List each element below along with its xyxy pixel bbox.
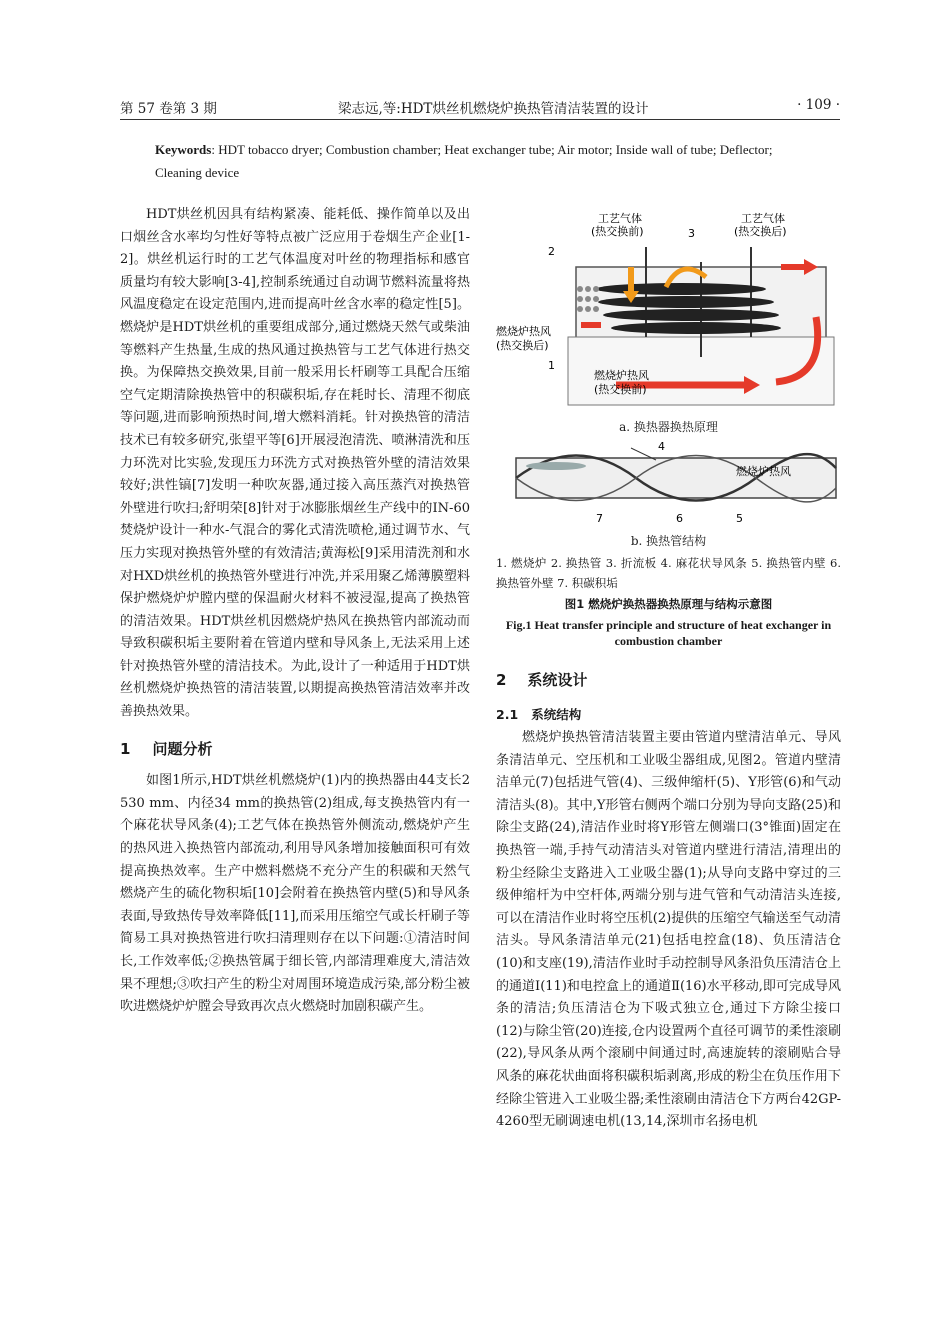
figure-title-en: Fig.1 Heat transfer principle and structure of heat exchanger in combustion chamber <box>505 618 832 648</box>
section-2-1-number: 2.1 <box>496 707 519 722</box>
section-2-heading <box>496 669 587 690</box>
label-hot-out: 燃烧炉热风 <box>496 325 551 338</box>
label-gas-out: 工艺气体 <box>741 212 785 225</box>
section-2-1-heading <box>496 705 581 723</box>
label-gas-out-sub: (热交换后) <box>734 225 787 238</box>
figure-legend: 1. 燃烧炉 2. 换热管 3. 折流板 4. 麻花状导风条 5. 换热管内壁 6. 换热管外壁 7. 积碳积垢 <box>496 556 841 590</box>
running-title: 梁志远,等:HDT烘丝机燃烧炉换热管清洁装置的设计 <box>338 101 649 117</box>
section-1-title: 问题分析 <box>152 739 213 758</box>
keywords <box>155 138 815 184</box>
label-gas-in: 工艺气体 <box>598 212 642 225</box>
tube-ends <box>577 286 599 312</box>
label-hot-in: 燃烧炉热风 <box>594 369 649 382</box>
section-2-1-paragraph: 燃烧炉换热管清洁装置主要由管道内壁清洁单元、导风条清洁单元、空压机和工业吸尘器组成,见图2。管道内壁清洁单元(7)包括进气管(4)、三级伸缩杆(5)、Y形管(6)和气动清洁头(8)。其中,Y形管右侧两个端口分别为导向支路(25)和除尘支路(24),清洁作业时将Y形管左侧端口(3°锥面)固定在换热管一端,手持气动清洁头对管道内壁进行清洁,清理出的粉尘经除尘支路进入工业吸尘器(1);从导向支路中穿过的三级伸缩杆为中空杆体,两端分别与进气管和气动清洁头连接,可以在清洁作业时将空压机(2)提供的压缩空气输送至气动清洁头。导风条清洁单元(21)包括电控盒(18)、负压清洁仓(10)和支座(19),清洁作业时手动控制导风条沿负压清洁仓上的通道Ⅰ(11)和电控盒上的通道Ⅱ(16)水平移动,即可完成导风条的清洁;负压清洁仓为下吸式独立仓,通过下方除尘接口(12)与除尘管(20)连接,仓内设置两个直径可调节的柔性滚刷(22),导风条从两个滚刷中间通过时,高速旋转的滚刷贴合导风条的麻花状曲面将积碳积垢剥离,形成的粉尘在负压作用下经除尘管进入工业吸尘器;柔性滚刷由清洁仓下方两台42GP-4260型无刷调速电机(13,14,深圳市名扬电机 <box>496 730 841 1130</box>
page-number: · 109 · <box>797 97 840 113</box>
caption-a: a. 换热器换热原理 <box>619 420 718 434</box>
label-n3: 3 <box>688 227 695 240</box>
label-n5: 5 <box>736 512 743 525</box>
label-n7: 7 <box>596 512 603 525</box>
keywords-label: Keywords <box>155 142 212 157</box>
label-hot-out-sub: (热交换后) <box>496 339 549 352</box>
label-n1: 1 <box>548 359 555 372</box>
section-1-number: 1 <box>120 739 131 758</box>
section-2-number: 2 <box>496 671 507 689</box>
figure-1a-diagram <box>496 207 841 415</box>
right-column <box>496 727 841 1134</box>
label-hot-b: 燃烧炉热风 <box>736 465 791 478</box>
section-2-1-title: 系统结构 <box>531 707 582 722</box>
label-n6: 6 <box>676 512 683 525</box>
section-1-heading <box>120 738 470 761</box>
carbon-deposit <box>526 462 586 470</box>
label-n2: 2 <box>548 245 555 258</box>
section-2-title: 系统设计 <box>527 671 588 689</box>
caption-b: b. 换热管结构 <box>630 534 707 548</box>
journal-issue: 第 57 卷第 3 期 <box>120 101 217 117</box>
label-n4: 4 <box>658 440 665 453</box>
keywords-text: : HDT tobacco dryer; Combustion chamber; Heat exchanger tube; Air motor; Inside wall of tube; Deflector; Cleaning device <box>155 142 773 180</box>
section-1-paragraph: 如图1所示,HDT烘丝机燃烧炉(1)内的换热器由44支长2 530 mm、内径34 mm的换热管(2)组成,每支换热管内有一个麻花状导风条(4);工艺气体在换热管外侧流动,燃烧炉产生的热风进入换热管内部流动,利用导风条增加接触面积可有效提高换热效率。生产中燃料燃烧不充分产生的积碳和天然气燃烧产生的硫化物积垢[10]会附着在换热管内壁(5)和导风条表面,导致热传导效率降低[11],而采用压缩空气或长杆刷子等简易工具对换热管进行吹扫清理则存在以下问题:①清洁时间长,工作效率低;②换热管属于细长管,内部清理难度大,清洁效果不理想;③吹扫产生的粉尘对周围环境造成污染,部分粉尘被吹进燃烧炉炉膛会导致再次点火燃烧时加剧积碳产生。 <box>120 773 470 1015</box>
figure-1b-diagram <box>496 438 841 528</box>
intro-paragraph: HDT烘丝机因具有结构紧凑、能耗低、操作简单以及出口烟丝含水率均匀性好等特点被广泛应用于卷烟生产企业[1-2]。烘丝机运行时的工艺气体温度对叶丝的物理指标和感官质量均有较大影响[3-4],控制系统通过自动调节燃料流量将热风温度稳定在设定范围内,进而提高叶丝含水率的稳定性[5]。燃烧炉是HDT烘丝机的重要组成部分,通过燃烧天然气或柴油等燃料产生热量,生成的热风通过换热管与工艺气体进行热交换。为保障热交换效果,目前一般采用长杆刷等工具配合压缩空气定期清除换热管中的积碳积垢,存在耗时长、清理不彻底等问题,进而影响预热时间,增大燃料消耗。针对换热管的清洁技术已有较多研究,张望平等[6]开展浸泡清洗、喷淋清洗和压力环洗对比实验,发现压力环洗方式对换热管外壁的清洁效果较好;洪性镐[7]发明一种吹灰器,通过接入高压蒸汽对换热管外壁进行吹扫;舒明荣[8]针对于冰膨胀烟丝生产线中的IN-60焚烧炉设计一种水-气混合的雾化式清洗喷枪,通过调节水、气压力实现对换热管外壁的有效清洁;黄海松[9]采用清洗剂和水对HXD烘丝机的换热管外壁进行冲洗,并采用聚乙烯薄膜塑料保护燃烧炉炉膛内壁的保温耐火材料不被浸湿,提高了换热管的清洁效果。HDT烘丝机因燃烧炉热风在换热管内部流动而导致积碳积垢主要附着在管道内壁和导风条上,无法采用上述针对换热管外壁的清洁技术。为此,设计了一种适用于HDT烘丝机燃烧炉换热管的清洁装置,以期提高换热管清洁效率并改善换热效果。 <box>120 207 470 720</box>
running-header <box>120 95 840 120</box>
label-hot-in-sub: (热交换前) <box>594 383 647 396</box>
left-column <box>120 204 470 1019</box>
figure-title-cn: 图1 燃烧炉换热器换热原理与结构示意图 <box>564 597 773 611</box>
label-gas-in-sub: (热交换前) <box>591 225 644 238</box>
